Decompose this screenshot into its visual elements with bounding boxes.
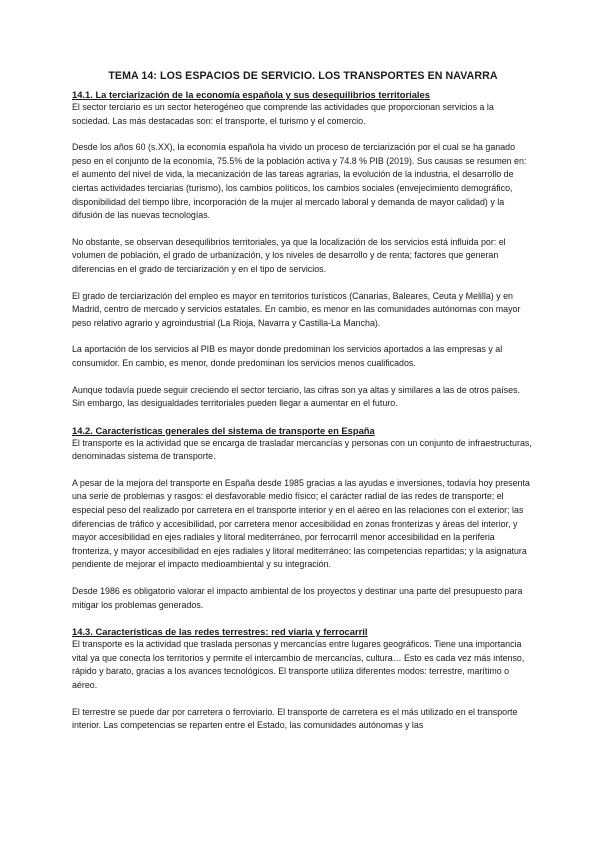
section-heading: 14.2. Características generales del sistema de transporte en España	[72, 424, 375, 436]
paragraph: El grado de terciarización del empleo es mayor en territorios turísticos (Canarias, Baleares, Ceuta y Melilla) y en Madrid, centro de mercado y servicios estatales. En cambio, es menor en las comunidades autónomas con mayor peso relativo agrario y agroindustrial (La Rioja, Navarra y Castilla-La Mancha).	[72, 290, 521, 328]
section-14-1	[72, 88, 534, 411]
paragraph: Desde 1986 es obligatorio valorar el impacto ambiental de los proyectos y destinar una parte del presupuesto para mitigar los problemas generados.	[72, 586, 523, 610]
section-heading: 14.3. Características de las redes terrestres: red viaria y ferrocarril	[72, 626, 368, 638]
paragraph: No obstante, se observan desequilibrios territoriales, ya que la localización de los servicios está influida por: el volumen de población, el grado de urbanización, y los niveles de desarrollo y de renta; factores que generan diferencias en el grado de terciarización y en el tipo de servicios.	[72, 236, 506, 274]
paragraph: A pesar de la mejora del transporte en España desde 1985 gracias a las ayudas e inversiones, todavía hoy presenta una serie de problemas y rasgos: el desfavorable medio físico; el carácter radial de las redes de transporte; el especial peso del realizado por carretera en el transporte interior y en el aéreo en las relaciones con el exterior; las diferencias de tráfico y accesibilidad, por carretera menor accesibilidad en zonas fronterizas y áreas del interior, y mayor accesibilidad en ejes radiales y litoral mediterráneo, por ferrocarril menor accesibilidad en la periferia fronteriza, y mayor accesibilidad en ejes radiales y litoral mediterráneo; las competencias repartidas; y la asignatura pendiente de mejorar el impacto medioambiental y su integración.	[72, 477, 530, 570]
paragraph: La aportación de los servicios al PIB es mayor donde predominan los servicios aportados a las empresas y al consumidor. En cambio, es menor, donde predominan los servicios menos cualificados.	[72, 344, 503, 368]
paragraph: Aunque todavía puede seguir creciendo el sector terciario, las cifras son ya altas y similares a las de otros países. Sin embargo, las desigualdades territoriales pueden llegar a aumentar en el futuro.	[72, 384, 520, 409]
paragraph: El transporte es la actividad que se encarga de trasladar mercancías y personas con un conjunto de infraestructuras, denominadas sistema de transporte.	[72, 437, 532, 462]
section-14-3	[72, 625, 534, 733]
section-heading: 14.1. La terciarización de la economía española y sus desequilibrios territoriales	[72, 89, 430, 100]
section-14-2	[72, 424, 534, 613]
paragraph: El transporte es la actividad que traslada personas y mercancías entre lugares geográficos. Tiene una importancia vital ya que conecta los territorios y permite el intercambio de mercancías, cultura… Esto es cada vez más intenso, rápido y barato, gracias a los avances tecnológicos. El transporte utiliza diferentes modos: terrestre, marítimo o aéreo.	[72, 639, 525, 690]
page-title: TEMA 14: LOS ESPACIOS DE SERVICIO. LOS TRANSPORTES EN NAVARRA	[108, 70, 498, 82]
paragraph: El terrestre se puede dar por carretera o ferroviario. El transporte de carretera es el más utilizado en el transporte interior. Las competencias se reparten entre el Estado, las comunidades autónomas y las	[72, 706, 518, 731]
paragraph: Desde los años 60 (s.XX), la economía española ha vivido un proceso de terciarización por el cual se ha ganado peso en el conjunto de la economía, 75.5% de la población activa y 74.8 % PIB (2019). Sus causas se resumen en: el aumento del nivel de vida, la mecanización de las tareas agrarias, la evolución de la industria, el desarrollo de ciertas actividades terciarias (turismo), los cambios políticos, los cambios sociales (envejecimiento demográfico, disponibilidad del tiempo libre, incorporación de la mujer al mercado laboral y demanda de mayor calidad) y la difusión de las nuevas tecnologías.	[72, 142, 527, 221]
paragraph: El sector terciario es un sector heterogéneo que comprende las actividades que proporcionan servicios a la sociedad. Las más destacadas son: el transporte, el turismo y el comercio.	[72, 102, 494, 126]
